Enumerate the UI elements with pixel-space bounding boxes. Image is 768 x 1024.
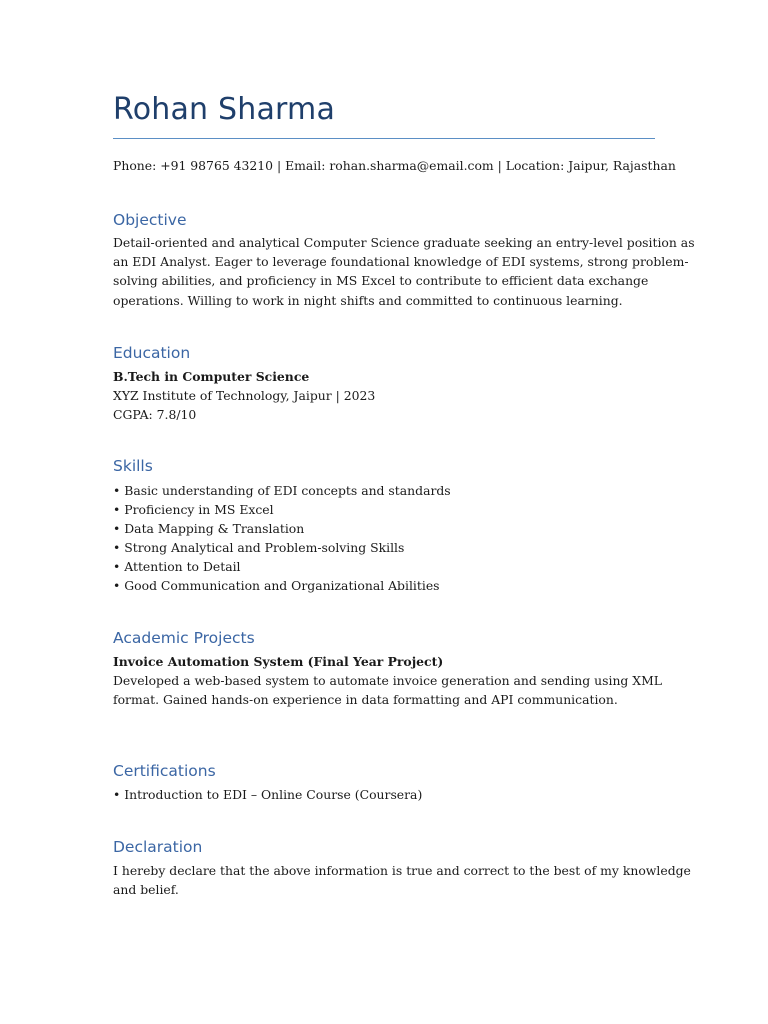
header-divider (113, 138, 655, 139)
cgpa: CGPA: 7.8/10 (113, 407, 197, 423)
project-title: Invoice Automation System (Final Year Project) (113, 654, 444, 669)
skill-item: • Data Mapping & Translation (113, 521, 305, 536)
contact-info: Phone: +91 98765 43210 | Email: rohan.sharma@email.com | Location: Jaipur, Rajasthan (113, 158, 676, 173)
declaration-heading: Declaration (113, 838, 203, 856)
certifications-heading: Certifications (113, 762, 216, 780)
declaration-line: I hereby declare that the above information is true and correct to the best of my knowledge (113, 863, 691, 878)
education-heading: Education (113, 344, 191, 362)
objective-line: solving abilities, and proficiency in MS Excel to contribute to efficient data exchange (113, 273, 649, 289)
objective-line: operations. Willing to work in night shifts and committed to continuous learning. (113, 292, 623, 308)
institute: XYZ Institute of Technology, Jaipur | 2023 (113, 388, 376, 404)
objective-heading: Objective (113, 211, 187, 229)
skill-item: • Proficiency in MS Excel (113, 502, 274, 517)
objective-line: Detail-oriented and analytical Computer Science graduate seeking an entry-level position as (113, 235, 695, 250)
skills-list (113, 481, 658, 595)
skill-item: • Good Communication and Organizational Abilities (113, 578, 440, 593)
declaration-line: and belief. (113, 882, 179, 898)
project-line: format. Gained hands-on experience in data formatting and API communication. (113, 692, 618, 708)
skill-item: • Basic understanding of EDI concepts and standards (113, 483, 451, 498)
candidate-name: Rohan Sharma (113, 92, 336, 127)
objective-line: an EDI Analyst. Eager to leverage foundational knowledge of EDI systems, strong problem- (113, 254, 689, 270)
education-details (113, 367, 658, 425)
skills-heading: Skills (113, 457, 153, 475)
declaration-text (113, 861, 691, 899)
objective-text (113, 233, 695, 310)
projects-heading: Academic Projects (113, 629, 255, 647)
certification-item: • Introduction to EDI – Online Course (Coursera) (113, 787, 423, 802)
skill-item: • Strong Analytical and Problem-solving Skills (113, 540, 405, 555)
certifications-list-container (113, 785, 658, 804)
project-line: Developed a web-based system to automate invoice generation and sending using XML (113, 673, 663, 689)
skill-item: • Attention to Detail (113, 559, 241, 574)
skills-list-container (113, 481, 658, 595)
certifications-list (113, 785, 658, 804)
project-details (113, 652, 663, 710)
degree: B.Tech in Computer Science (113, 369, 310, 384)
